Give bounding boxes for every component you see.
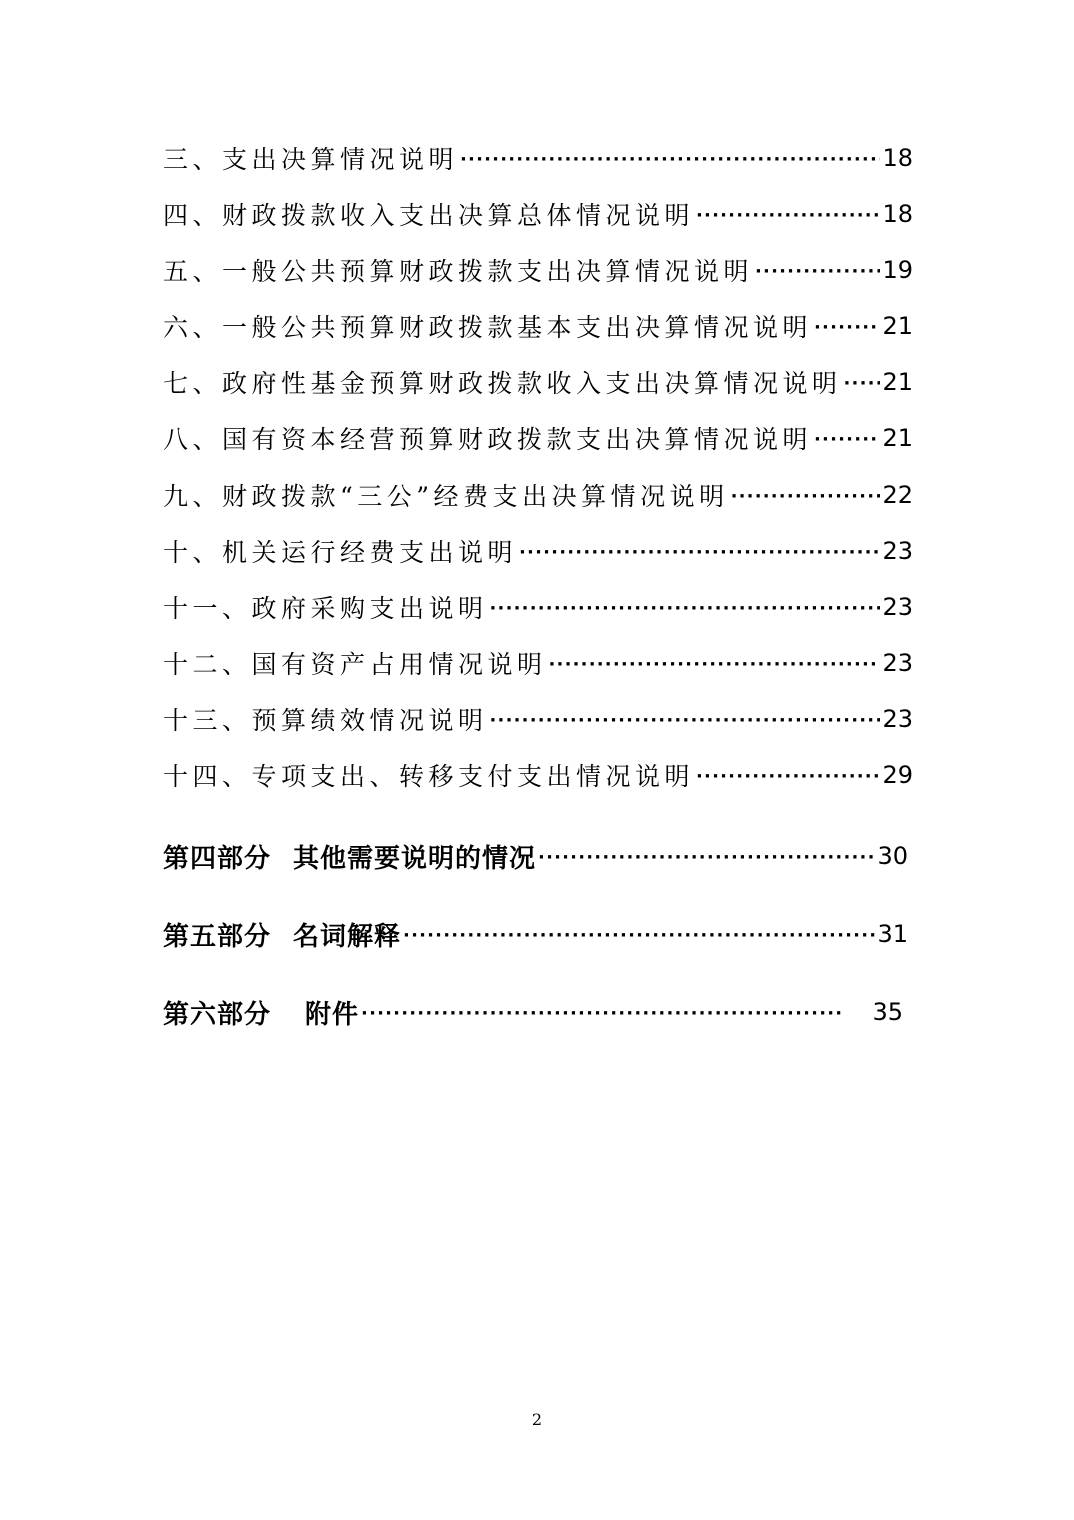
toc-entry-expenditure-final-accounts[interactable] bbox=[163, 138, 913, 178]
toc-leader-dots bbox=[361, 1003, 842, 1024]
toc-part-five[interactable] bbox=[163, 914, 908, 954]
toc-part-label: 第四部分 bbox=[163, 843, 272, 874]
toc-part-title: 名词解释 bbox=[293, 921, 402, 952]
toc-leader-dots bbox=[519, 542, 880, 563]
toc-entry-three-public-expenses[interactable] bbox=[163, 475, 913, 515]
toc-part-title: 附件 bbox=[305, 999, 360, 1030]
toc-entry-page: 29 bbox=[882, 761, 913, 789]
toc-entry-general-budget-expenditure[interactable] bbox=[163, 250, 913, 290]
toc-leader-dots bbox=[696, 205, 880, 226]
toc-entry-fiscal-appropriation-overall[interactable] bbox=[163, 194, 913, 234]
toc-entry-operating-expenses[interactable] bbox=[163, 531, 913, 571]
toc-leader-dots bbox=[460, 149, 880, 170]
toc-entry-title: 七、政府性基金预算财政拨款收入支出决算情况说明 bbox=[163, 369, 842, 398]
toc-entry-page: 18 bbox=[882, 144, 913, 172]
toc-entry-title: 十四、专项支出、转移支付支出情况说明 bbox=[163, 762, 695, 791]
toc-part-six[interactable] bbox=[163, 992, 903, 1032]
toc-entry-title: 四、财政拨款收入支出决算总体情况说明 bbox=[163, 201, 695, 230]
toc-entry-page: 35 bbox=[872, 998, 903, 1026]
toc-entry-page: 23 bbox=[882, 537, 913, 565]
toc-leader-dots bbox=[731, 486, 881, 507]
toc-leader-dots bbox=[755, 261, 880, 282]
toc-entry-title: 三、支出决算情况说明 bbox=[163, 145, 459, 174]
toc-entry-special-transfer-payments[interactable] bbox=[163, 755, 913, 795]
toc-leader-dots bbox=[538, 847, 875, 868]
toc-entry-state-assets[interactable] bbox=[163, 643, 913, 683]
toc-part-four[interactable] bbox=[163, 836, 908, 876]
toc-entry-title: 十一、政府采购支出说明 bbox=[163, 594, 488, 623]
toc-part-heading bbox=[163, 916, 401, 953]
toc-entry-government-procurement[interactable] bbox=[163, 587, 913, 627]
toc-entry-page: 23 bbox=[882, 593, 913, 621]
toc-entry-general-budget-basic-expenditure[interactable] bbox=[163, 306, 913, 346]
toc-leader-dots bbox=[403, 925, 875, 946]
toc-entry-budget-performance[interactable] bbox=[163, 699, 913, 739]
toc-entry-page: 18 bbox=[882, 200, 913, 228]
toc-leader-dots bbox=[549, 654, 881, 675]
toc-part-heading bbox=[163, 994, 359, 1031]
toc-entry-title: 五、一般公共预算财政拨款支出决算情况说明 bbox=[163, 257, 754, 286]
toc-entry-page: 19 bbox=[882, 256, 913, 284]
toc-entry-state-capital-budget[interactable] bbox=[163, 418, 913, 458]
toc-leader-dots bbox=[814, 429, 880, 450]
toc-part-label: 第六部分 bbox=[163, 999, 272, 1030]
toc-leader-dots bbox=[696, 766, 880, 787]
toc-leader-dots bbox=[814, 317, 880, 338]
toc-leader-dots bbox=[490, 598, 881, 619]
toc-entry-title: 八、国有资本经营预算财政拨款支出决算情况说明 bbox=[163, 425, 813, 454]
toc-entry-page: 30 bbox=[877, 842, 908, 870]
toc-entry-title: 十二、国有资产占用情况说明 bbox=[163, 650, 547, 679]
toc-entry-title: 九、财政拨款“三公”经费支出决算情况说明 bbox=[163, 482, 729, 511]
toc-entry-page: 23 bbox=[882, 705, 913, 733]
toc-part-title: 其他需要说明的情况 bbox=[293, 843, 537, 874]
toc-part-label: 第五部分 bbox=[163, 921, 272, 952]
toc-entry-page: 31 bbox=[877, 920, 908, 948]
toc-entry-government-fund-budget[interactable] bbox=[163, 362, 913, 402]
toc-leader-dots bbox=[844, 373, 881, 394]
toc-entry-page: 21 bbox=[882, 368, 913, 396]
toc-part-heading bbox=[163, 838, 536, 875]
toc-entry-page: 21 bbox=[882, 424, 913, 452]
toc-entry-page: 23 bbox=[882, 649, 913, 677]
toc-entry-page: 21 bbox=[882, 312, 913, 340]
toc-leader-dots bbox=[490, 710, 881, 731]
toc-entry-title: 六、一般公共预算财政拨款基本支出决算情况说明 bbox=[163, 313, 813, 342]
page-number: 2 bbox=[531, 1410, 543, 1429]
toc-entry-title: 十、机关运行经费支出说明 bbox=[163, 538, 518, 567]
toc-entry-title: 十三、预算绩效情况说明 bbox=[163, 706, 488, 735]
toc-entry-page: 22 bbox=[882, 481, 913, 509]
